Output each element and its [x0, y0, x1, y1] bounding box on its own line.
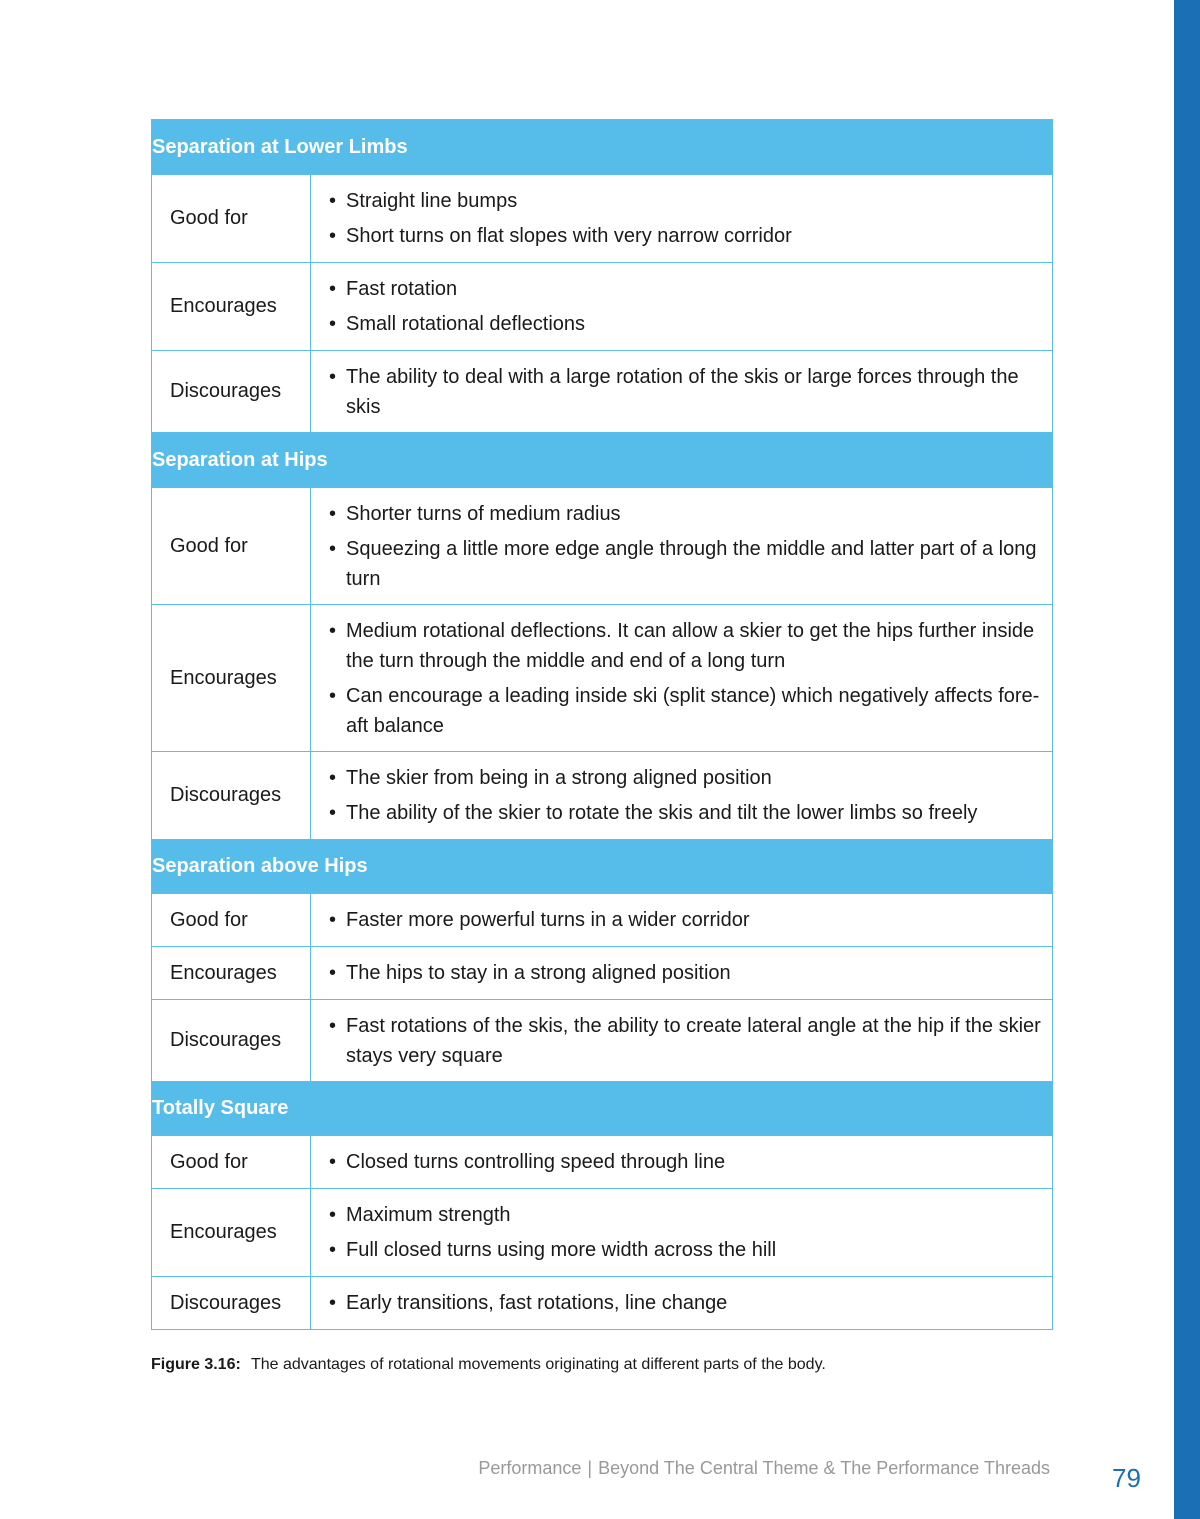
table-row	[152, 1136, 1053, 1189]
footer-separator: |	[587, 1458, 593, 1478]
figure-label: Figure 3.16:	[151, 1356, 241, 1373]
page-footer	[478, 1458, 1050, 1479]
row-label: Discourages	[152, 1000, 311, 1082]
row-label: Good for	[152, 488, 311, 605]
bullet-item: • Shorter turns of medium radius	[329, 499, 1042, 529]
table-row	[152, 1189, 1053, 1277]
section-header-totally-square	[152, 1082, 1053, 1136]
bullet-item: • Faster more powerful turns in a wider corridor	[329, 905, 1042, 935]
bullet-item: • Medium rotational deflections. It can allow a skier to get the hips further inside the turn through the middle and end of a long turn	[329, 616, 1042, 676]
row-label: Discourages	[152, 351, 311, 433]
bullet-item: • Straight line bumps	[329, 186, 1042, 216]
row-bullets	[311, 947, 1053, 1000]
side-color-bar	[1174, 0, 1200, 1519]
section-title: Separation above Hips	[152, 840, 1053, 894]
rotation-table	[151, 119, 1053, 1330]
table-row	[152, 894, 1053, 947]
rotation-table-container	[151, 119, 1052, 1330]
section-header-lower-limbs	[152, 120, 1053, 175]
table-row	[152, 488, 1053, 605]
figure-caption-text: The advantages of rotational movements originating at different parts of the body.	[250, 1356, 826, 1373]
figure-caption	[151, 1356, 826, 1374]
table-row	[152, 1000, 1053, 1082]
bullet-item: • Squeezing a little more edge angle through the middle and latter part of a long turn	[329, 534, 1042, 594]
table-row	[152, 1277, 1053, 1330]
row-bullets	[311, 351, 1053, 433]
row-label: Encourages	[152, 605, 311, 752]
row-bullets	[311, 752, 1053, 840]
row-label: Encourages	[152, 1189, 311, 1277]
table-row	[152, 752, 1053, 840]
bullet-item: • The ability to deal with a large rotation of the skis or large forces through the skis	[329, 362, 1042, 422]
section-title: Separation at Lower Limbs	[152, 120, 1053, 175]
row-bullets	[311, 488, 1053, 605]
bullet-item: • The hips to stay in a strong aligned position	[329, 958, 1042, 988]
row-bullets	[311, 1277, 1053, 1330]
section-title: Separation at Hips	[152, 433, 1053, 488]
bullet-item: • Maximum strength	[329, 1200, 1042, 1230]
row-label: Good for	[152, 894, 311, 947]
row-label: Encourages	[152, 263, 311, 351]
bullet-item: • Short turns on flat slopes with very narrow corridor	[329, 221, 1042, 251]
footer-chapter: Beyond The Central Theme & The Performance Threads	[598, 1458, 1050, 1478]
bullet-item: • The skier from being in a strong aligned position	[329, 763, 1042, 793]
row-bullets	[311, 1189, 1053, 1277]
footer-section: Performance	[478, 1458, 582, 1478]
row-bullets	[311, 175, 1053, 263]
table-row	[152, 947, 1053, 1000]
section-title: Totally Square	[152, 1082, 1053, 1136]
row-bullets	[311, 1136, 1053, 1189]
row-bullets	[311, 1000, 1053, 1082]
row-label: Discourages	[152, 752, 311, 840]
row-bullets	[311, 894, 1053, 947]
bullet-item: • Early transitions, fast rotations, line change	[329, 1288, 1042, 1318]
bullet-item: • Fast rotation	[329, 274, 1042, 304]
bullet-item: • Fast rotations of the skis, the ability to create lateral angle at the hip if the skier stays very square	[329, 1011, 1042, 1071]
table-row	[152, 175, 1053, 263]
row-label: Good for	[152, 1136, 311, 1189]
bullet-item: • Small rotational deflections	[329, 309, 1042, 339]
row-bullets	[311, 605, 1053, 752]
section-header-above-hips	[152, 840, 1053, 894]
table-row	[152, 263, 1053, 351]
bullet-item: • Closed turns controlling speed through line	[329, 1147, 1042, 1177]
page-number: 79	[1112, 1463, 1141, 1493]
table-row	[152, 605, 1053, 752]
bullet-item: • Full closed turns using more width across the hill	[329, 1235, 1042, 1265]
section-header-hips	[152, 433, 1053, 488]
bullet-item: • Can encourage a leading inside ski (split stance) which negatively affects fore-aft balance	[329, 681, 1042, 741]
row-label: Discourages	[152, 1277, 311, 1330]
bullet-item: • The ability of the skier to rotate the skis and tilt the lower limbs so freely	[329, 798, 1042, 828]
row-label: Good for	[152, 175, 311, 263]
row-label: Encourages	[152, 947, 311, 1000]
row-bullets	[311, 263, 1053, 351]
table-row	[152, 351, 1053, 433]
